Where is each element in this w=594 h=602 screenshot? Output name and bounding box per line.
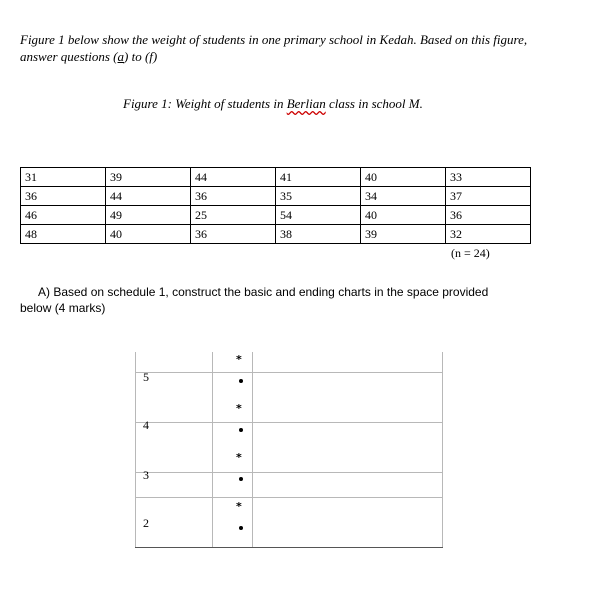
- table-cell: 54: [276, 206, 361, 225]
- stem-value: 2: [143, 516, 149, 530]
- question-a-line-2: below (4 marks): [20, 301, 106, 315]
- question-a-line-1: A) Based on schedule 1, construct the basic and ending charts in the space provided: [38, 285, 489, 299]
- star-mark: *: [236, 402, 242, 415]
- table-cell: 36: [191, 225, 276, 244]
- star-mark: *: [236, 451, 242, 464]
- grid-line: [252, 352, 253, 548]
- grid-line: [135, 352, 136, 548]
- intro-text-3: ): [152, 49, 158, 64]
- grid-line: [442, 352, 443, 548]
- stem-leaf-grid: [135, 352, 443, 548]
- table-row: [21, 206, 531, 225]
- table-row: [21, 168, 531, 187]
- table-cell: 25: [191, 206, 276, 225]
- weights-table: [20, 167, 531, 244]
- grid-line: [135, 472, 443, 473]
- table-cell: 49: [106, 206, 191, 225]
- table-cell: 41: [276, 168, 361, 187]
- question-a: [20, 284, 560, 316]
- dot-mark: [239, 526, 243, 530]
- table-cell: 31: [21, 168, 106, 187]
- sample-size-note: (n = 24): [451, 246, 490, 260]
- table-cell: 36: [21, 187, 106, 206]
- intro-letter-f: f: [149, 49, 153, 64]
- grid-line: [135, 497, 443, 498]
- table-cell: 33: [446, 168, 531, 187]
- grid-line: [135, 372, 443, 373]
- grid-line: [135, 547, 443, 548]
- figure-caption: [123, 96, 423, 112]
- caption-text-2: class in school M.: [325, 96, 423, 111]
- table-cell: 44: [106, 187, 191, 206]
- table-cell: 35: [276, 187, 361, 206]
- star-mark: *: [236, 353, 242, 366]
- intro-text-2: ) to (: [124, 49, 150, 64]
- table-cell: 34: [361, 187, 446, 206]
- table-row: [21, 225, 531, 244]
- table-cell: 39: [106, 168, 191, 187]
- grid-line: [135, 422, 443, 423]
- intro-text-1: Figure 1 below show the weight of students in one primary school in Kedah. Based on this figure, answer questions (: [20, 32, 528, 64]
- stem-value: 3: [143, 468, 149, 482]
- table-cell: 36: [446, 206, 531, 225]
- caption-text-1: Figure 1: Weight of students in: [123, 96, 287, 111]
- grid-line: [212, 352, 213, 548]
- table-cell: 46: [21, 206, 106, 225]
- table-cell: 48: [21, 225, 106, 244]
- table-cell: 44: [191, 168, 276, 187]
- dot-mark: [239, 477, 243, 481]
- table-cell: 40: [361, 206, 446, 225]
- caption-class-name: Berlian: [286, 96, 326, 111]
- intro-letter-a: a: [117, 49, 124, 64]
- table-cell: 38: [276, 225, 361, 244]
- intro-paragraph: [20, 31, 560, 65]
- dot-mark: [239, 428, 243, 432]
- table-cell: 37: [446, 187, 531, 206]
- table-cell: 40: [361, 168, 446, 187]
- stem-value: 4: [143, 418, 149, 432]
- table-cell: 40: [106, 225, 191, 244]
- table-row: [21, 187, 531, 206]
- star-mark: *: [236, 500, 242, 513]
- table-cell: 32: [446, 225, 531, 244]
- table-cell: 36: [191, 187, 276, 206]
- dot-mark: [239, 379, 243, 383]
- table-cell: 39: [361, 225, 446, 244]
- stem-value: 5: [143, 370, 149, 384]
